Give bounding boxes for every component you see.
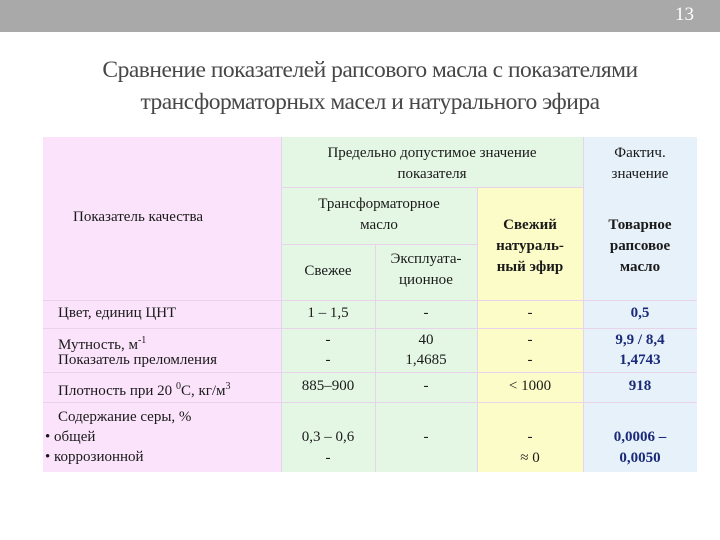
row-label-density: Плотность при 20 $^0$С, $кг/м^3$ bbox=[58, 381, 231, 399]
refraction-operational: 1,4685 bbox=[405, 352, 447, 368]
divider bbox=[281, 187, 583, 188]
color-fresh: 1 – 1,5 bbox=[307, 305, 349, 321]
sulfur-operational: - bbox=[423, 429, 429, 445]
actual-header: Фактич. значение bbox=[611, 145, 669, 182]
bullet-list-item: • общей bbox=[45, 429, 96, 445]
density-rapeseed: 918 bbox=[628, 378, 652, 394]
density-operational: - bbox=[423, 378, 429, 394]
comparison-table bbox=[43, 137, 697, 472]
sulfur-fresh: 0,3 – 0,6 - bbox=[301, 429, 355, 466]
bullet-icon: • bbox=[45, 429, 51, 445]
slide-title-line-2: трансформаторных масел и натурального эфира bbox=[140, 89, 600, 115]
sulfur-rapeseed: 0,0006 – 0,0050 bbox=[613, 429, 667, 466]
turbidity-ester: - bbox=[527, 332, 533, 348]
indicator-header: Показатель качества bbox=[73, 209, 203, 225]
natural-ester-header: Свежий натураль- ный эфир bbox=[496, 217, 564, 275]
divider bbox=[281, 244, 477, 245]
row-label-sulfur: Содержание серы, % bbox=[58, 409, 192, 425]
row-label-refraction: Показатель преломления bbox=[58, 352, 218, 368]
fresh-header: Свежее bbox=[304, 263, 352, 279]
turbidity-operational: 40 bbox=[418, 332, 434, 348]
rapeseed-oil-header: Товарное рапсовое масло bbox=[608, 217, 672, 275]
top-bar bbox=[0, 0, 720, 32]
divider bbox=[43, 372, 697, 373]
bullet-icon: • bbox=[45, 449, 51, 465]
color-ester: - bbox=[527, 305, 533, 321]
page-number: 13 bbox=[675, 4, 694, 25]
color-operational: - bbox=[423, 305, 429, 321]
divider bbox=[43, 328, 697, 329]
row-label-color: Цвет, единиц ЦНТ bbox=[58, 305, 177, 321]
density-fresh: 885–900 bbox=[301, 378, 355, 394]
slide-title bbox=[20, 54, 720, 118]
refraction-ester: - bbox=[527, 352, 533, 368]
transformer-oil-header: Трансформаторное масло bbox=[318, 196, 440, 233]
color-rapeseed: 0,5 bbox=[630, 305, 650, 321]
sulfur-ester: - ≈ 0 bbox=[520, 429, 540, 466]
refraction-rapeseed: 1,4743 bbox=[619, 352, 661, 368]
operational-header: Эксплуата- ционное bbox=[390, 251, 462, 288]
divider bbox=[43, 402, 697, 403]
refraction-fresh: - bbox=[325, 352, 331, 368]
density-ester: < 1000 bbox=[508, 378, 552, 394]
turbidity-fresh: - bbox=[325, 332, 331, 348]
bullet-list-item: • коррозионной bbox=[45, 449, 144, 465]
row-label-turbidity: Мутность, $м^{-1}$ bbox=[58, 335, 147, 353]
slide-title-line-1: Сравнение показателей рапсового масла с показателями bbox=[102, 57, 638, 83]
divider bbox=[43, 300, 697, 301]
turbidity-rapeseed: 9,9 / 8,4 bbox=[615, 332, 665, 348]
limit-header: Предельно допустимое значение показателя bbox=[327, 145, 537, 182]
